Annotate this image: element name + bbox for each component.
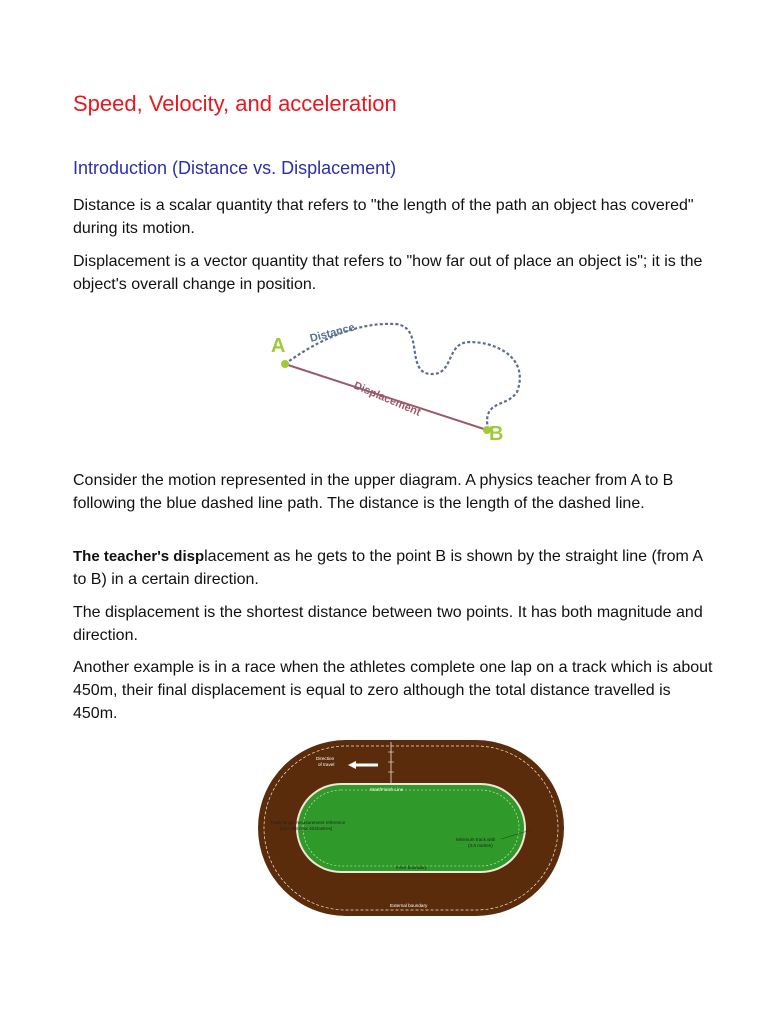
paragraph-teacher (73, 545, 713, 591)
paragraph-distance: Distance is a scalar quantity that refers to "the length of the path an object has covered" during its motion. (73, 197, 694, 237)
distance-displacement-diagram (255, 312, 535, 452)
paragraph-displacement: Displacement is a vector quantity that refers to "how far out of place an object is"; it is the object's overall change in position. (73, 253, 703, 293)
paragraph-consider: Consider the motion represented in the upper diagram. A physics teacher from A to B following the blue dashed line path. The distance is the length of the dashed line. (73, 472, 674, 512)
start-finish-label: Start/Finish Line (370, 787, 404, 792)
inner-boundary-label: Inner boundary (396, 865, 427, 870)
displacement-label: Displacement (351, 379, 423, 419)
teacher-rest-text: lacement as he gets to the point B is shown by the straight line (from A to B) in a certain direction. (73, 548, 703, 588)
point-a-label: A (271, 335, 286, 357)
external-boundary-label: External boundary (390, 903, 428, 908)
direction-label-2: of travel (318, 762, 335, 767)
teacher-bold-text: The teacher's disp (73, 548, 205, 565)
section-heading: Introduction (Distance vs. Displacement) (73, 158, 397, 178)
measurement-label-1: Track length measurement reference (270, 820, 346, 825)
point-b-label: B (489, 423, 504, 445)
measurement-label-2: (min 398 max 402metres) (280, 826, 333, 831)
paragraph-shortest: The displacement is the shortest distance between two points. It has both magnitude and direction. (73, 604, 703, 644)
direction-label-1: Direction (316, 756, 335, 761)
paragraph-race: Another example is in a race when the athletes complete one lap on a track which is about 450m, their final displacement is equal to zero although the total distance travelled is 450m. (73, 659, 713, 722)
min-width-label-1: Minimum track with (456, 837, 496, 842)
point-a-dot (281, 360, 289, 368)
distance-label: Distance (308, 321, 357, 345)
page-title: Speed, Velocity, and acceleration (73, 91, 397, 116)
min-width-label-2: (3.6 metres) (468, 843, 493, 848)
running-track-diagram (256, 738, 566, 918)
